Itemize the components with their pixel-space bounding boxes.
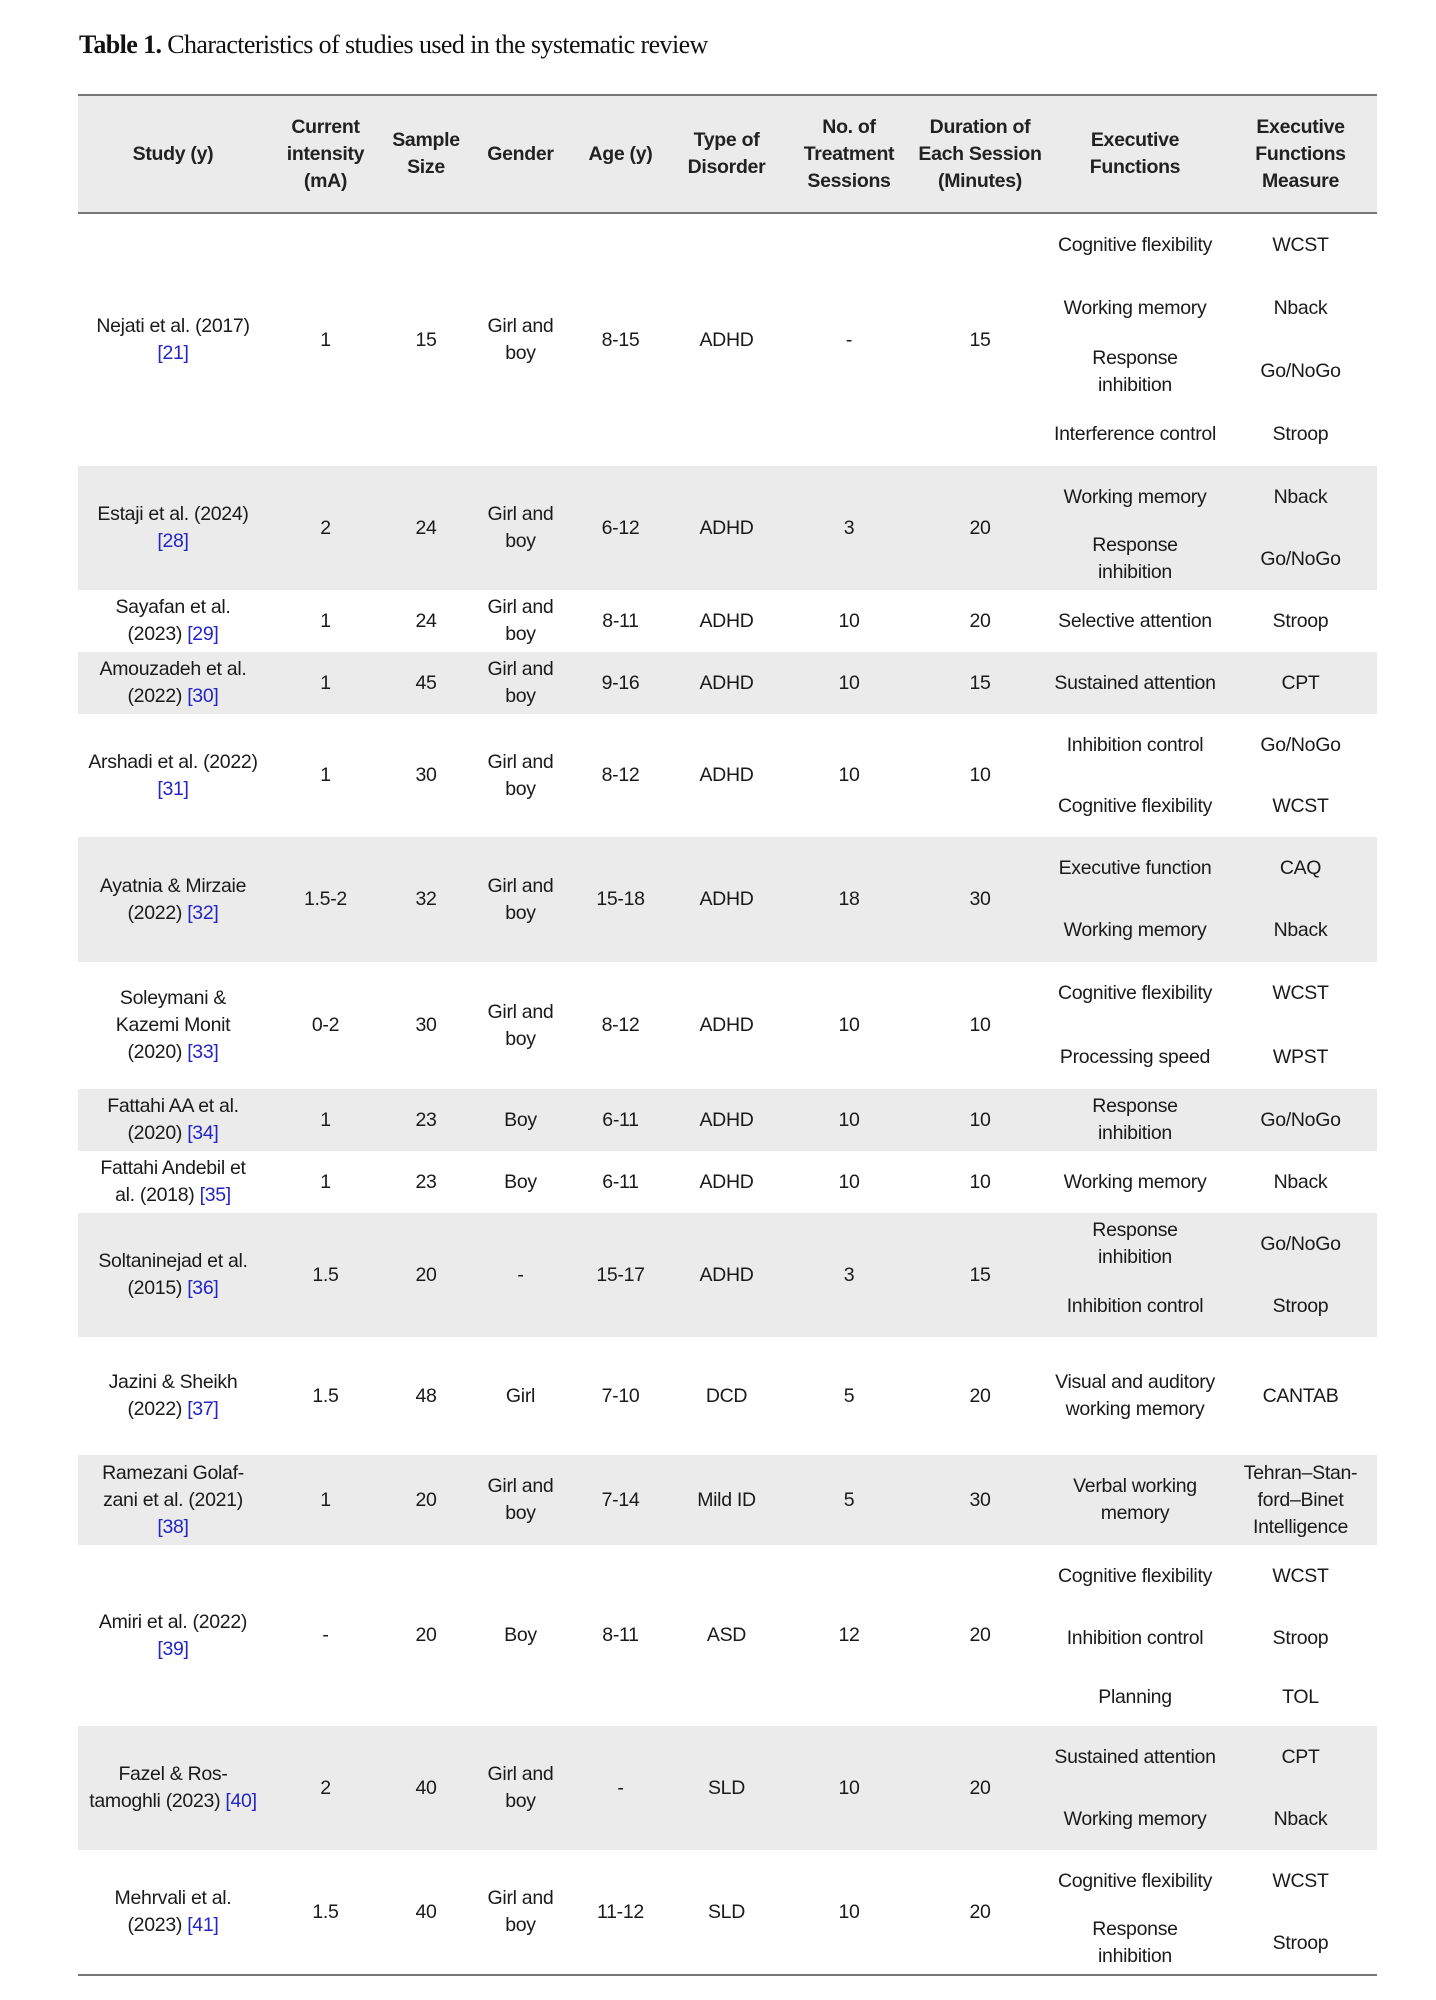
cell-gender: Girl and boy: [487, 1475, 554, 1524]
cell-measure: Go/NoGo: [1260, 547, 1341, 570]
cell-current-intensity: 1.5-2: [304, 888, 347, 910]
cell-duration: 30: [969, 1488, 991, 1511]
cell-measure: Nback: [1273, 297, 1328, 319]
cell-current-intensity: 1: [320, 609, 331, 632]
cell-disorder: ADHD: [699, 764, 754, 786]
table-row: [78, 837, 1377, 962]
cell-sessions: -: [845, 328, 853, 351]
table-row: [78, 1337, 1377, 1455]
cell-disorder: ADHD: [699, 1108, 754, 1131]
cell-gender: Girl and boy: [487, 1763, 554, 1812]
cell-gender: Boy: [504, 1170, 537, 1193]
cell-measure: Nback: [1273, 485, 1328, 508]
table-row: [78, 1850, 1377, 1974]
reference-link[interactable]: [39]: [157, 1637, 189, 1660]
table-row: [78, 1726, 1377, 1850]
cell-age: 8-12: [601, 1014, 640, 1036]
cell-disorder: SLD: [707, 1776, 746, 1799]
cell-study: [78, 590, 268, 652]
reference-link[interactable]: [36]: [187, 1277, 219, 1299]
cell-measure: Nback: [1273, 919, 1328, 941]
cell-study: [78, 962, 268, 1089]
cell-gender: -: [517, 1263, 524, 1286]
cell-executive-function: Cognitive flexibility: [1057, 1564, 1213, 1587]
table-caption: [79, 30, 708, 60]
cell-study: [78, 466, 268, 590]
cell-sessions: 3: [843, 516, 855, 539]
reference-link[interactable]: [28]: [157, 530, 189, 552]
cell-measure: Nback: [1273, 1807, 1328, 1830]
cell-current-intensity: 1: [320, 328, 331, 351]
cell-sessions: 10: [838, 1014, 860, 1036]
cell-sessions: 10: [838, 609, 860, 632]
cell-age: 8-12: [601, 764, 640, 786]
cell-measure: WCST: [1272, 795, 1329, 817]
table-label: Table 1.: [79, 30, 162, 59]
table-row: [78, 1455, 1377, 1545]
cell-executive-function: Working memory: [1063, 485, 1207, 508]
cell-duration: 10: [969, 1170, 991, 1193]
cell-measure: CAQ: [1279, 856, 1322, 879]
cell-gender: Girl and boy: [487, 596, 554, 645]
cell-measure: Stroop: [1272, 1626, 1329, 1649]
table-row: [78, 590, 1377, 652]
cell-current-intensity: 1: [320, 764, 331, 786]
cell-measure: WCST: [1272, 1869, 1329, 1892]
cell-sessions: 3: [843, 1263, 855, 1286]
cell-gender: Girl: [505, 1384, 536, 1407]
col-header-duration: Duration of Each Session (Minutes): [918, 115, 1042, 192]
cell-sample-size: 32: [415, 888, 437, 910]
cell-sessions: 5: [843, 1384, 855, 1407]
cell-sample-size: 23: [415, 1170, 437, 1193]
cell-executive-function: Response inhibition: [1092, 1219, 1178, 1268]
cell-sample-size: 40: [415, 1900, 437, 1923]
cell-study: [78, 214, 268, 466]
cell-measure: Stroop: [1272, 1931, 1329, 1954]
reference-link[interactable]: [41]: [187, 1914, 219, 1936]
cell-study: [78, 1726, 268, 1850]
cell-disorder: ADHD: [699, 328, 754, 351]
cell-sample-size: 20: [415, 1263, 437, 1286]
cell-sample-size: 24: [415, 609, 437, 632]
cell-duration: 20: [969, 1384, 991, 1407]
cell-executive-function: Cognitive flexibility: [1057, 982, 1213, 1004]
cell-age: 7-14: [601, 1488, 640, 1511]
table-row: [78, 1151, 1377, 1213]
cell-study: [78, 714, 268, 837]
col-header-executive-functions: Executive Functions: [1089, 129, 1181, 178]
study-name: Arshadi et al. (2022): [88, 750, 258, 773]
cell-executive-function: Response inhibition: [1092, 1918, 1178, 1967]
cell-gender: Girl and boy: [487, 315, 554, 364]
cell-executive-function: Executive function: [1058, 856, 1212, 879]
cell-sessions: 18: [838, 888, 860, 910]
cell-age: 11-12: [597, 1900, 644, 1923]
cell-sample-size: 20: [415, 1624, 437, 1646]
study-name: Ayatnia & Mirzaie (2022): [99, 874, 247, 924]
cell-duration: 20: [969, 1624, 991, 1646]
table-row: [78, 652, 1377, 714]
cell-measure: Go/NoGo: [1260, 733, 1341, 756]
cell-executive-function: Sustained attention: [1054, 1745, 1216, 1768]
cell-age: 15-17: [596, 1263, 645, 1286]
cell-measure: Nback: [1273, 1170, 1328, 1193]
cell-age: -: [617, 1776, 624, 1799]
cell-executive-function: Inhibition control: [1066, 1294, 1204, 1317]
col-header-age: Age (y): [588, 142, 653, 165]
cell-executive-function: Selective attention: [1058, 609, 1212, 632]
cell-current-intensity: -: [322, 1624, 329, 1646]
cell-current-intensity: 2: [320, 1776, 331, 1799]
reference-link[interactable]: [34]: [187, 1122, 219, 1144]
cell-age: 7-10: [601, 1384, 640, 1407]
reference-link[interactable]: [29]: [187, 623, 219, 645]
cell-executive-function: Response inhibition: [1092, 534, 1178, 583]
cell-sample-size: 40: [415, 1776, 437, 1799]
cell-disorder: ADHD: [699, 671, 754, 694]
cell-age: 8-11: [602, 609, 639, 632]
cell-gender: Girl and boy: [487, 750, 554, 800]
cell-gender: Boy: [504, 1108, 537, 1131]
cell-executive-function: Working memory: [1063, 1807, 1207, 1830]
reference-link[interactable]: [33]: [187, 1041, 219, 1063]
cell-duration: 15: [969, 1263, 991, 1286]
cell-duration: 20: [969, 516, 991, 539]
cell-disorder: ADHD: [699, 1170, 754, 1193]
cell-executive-function: Cognitive flexibility: [1057, 234, 1213, 256]
cell-disorder: ADHD: [699, 516, 754, 539]
cell-sessions: 10: [838, 1108, 860, 1131]
study-name: Soltaninejad et al. (2015): [98, 1250, 248, 1299]
col-header-current-intensity: Current intensity (mA): [286, 115, 365, 192]
cell-executive-function: Inhibition control: [1066, 1626, 1204, 1649]
cell-measure: Tehran–Stan-ford–Binet Intelligence: [1243, 1461, 1358, 1538]
cell-disorder: DCD: [705, 1384, 748, 1407]
reference-link[interactable]: [31]: [157, 777, 189, 800]
table-header: [78, 96, 1377, 214]
col-header-sample-size: Sample Size: [392, 129, 460, 178]
study-name: Amouzadeh et al. (2022): [99, 658, 247, 707]
table-row: [78, 962, 1377, 1089]
cell-current-intensity: 0-2: [311, 1014, 340, 1036]
cell-sessions: 10: [838, 1776, 860, 1799]
cell-age: 6-11: [602, 1170, 639, 1193]
cell-measure: WCST: [1272, 982, 1329, 1004]
cell-disorder: Mild ID: [697, 1488, 756, 1511]
cell-sessions: 10: [838, 764, 860, 786]
col-header-disorder: Type of Disorder: [687, 129, 766, 178]
cell-gender: Girl and boy: [487, 874, 554, 924]
cell-disorder: ADHD: [699, 1263, 754, 1286]
cell-executive-function: Visual and auditory working memory: [1055, 1371, 1215, 1420]
cell-measure: CPT: [1281, 1745, 1320, 1768]
cell-duration: 10: [969, 1108, 991, 1131]
study-name: Fattahi AA et al. (2020): [107, 1095, 239, 1144]
reference-link[interactable]: [21]: [157, 342, 189, 364]
cell-study: [78, 652, 268, 714]
cell-study: [78, 1455, 268, 1545]
cell-sessions: 5: [843, 1488, 855, 1511]
study-name: Sayafan et al. (2023): [115, 596, 231, 645]
reference-link[interactable]: [37]: [187, 1398, 219, 1420]
cell-study: [78, 1213, 268, 1337]
cell-current-intensity: 1.5: [312, 1900, 339, 1923]
study-name: Jazini & Sheikh (2022): [108, 1371, 238, 1420]
cell-measure: CANTAB: [1262, 1384, 1339, 1407]
col-header-measure: Executive Functions Measure: [1255, 115, 1346, 192]
cell-sample-size: 48: [415, 1384, 437, 1407]
cell-measure: Stroop: [1272, 423, 1329, 445]
cell-measure: TOL: [1282, 1686, 1319, 1708]
study-name: Amiri et al. (2022): [98, 1610, 248, 1633]
cell-study: [78, 1545, 268, 1726]
cell-current-intensity: 1: [320, 671, 331, 694]
cell-study: [78, 837, 268, 962]
cell-study: [78, 1089, 268, 1151]
cell-measure: CPT: [1281, 671, 1320, 694]
cell-sessions: 10: [838, 1900, 860, 1923]
cell-measure: Stroop: [1272, 609, 1329, 632]
table-row: [78, 1089, 1377, 1151]
cell-measure: WPST: [1272, 1045, 1329, 1068]
cell-current-intensity: 2: [320, 516, 331, 539]
cell-executive-function: Response inhibition: [1092, 1095, 1178, 1144]
reference-link[interactable]: [35]: [199, 1184, 231, 1206]
cell-disorder: ADHD: [699, 1014, 754, 1036]
cell-duration: 30: [969, 888, 991, 910]
cell-gender: Boy: [504, 1624, 537, 1646]
cell-duration: 20: [969, 1900, 991, 1923]
cell-measure: WCST: [1272, 1564, 1329, 1587]
cell-executive-function: Working memory: [1063, 297, 1207, 319]
cell-executive-function: Response inhibition: [1092, 346, 1178, 396]
cell-executive-function: Inhibition control: [1066, 733, 1204, 756]
cell-sessions: 12: [838, 1624, 860, 1646]
cell-executive-function: Working memory: [1063, 1170, 1207, 1193]
cell-duration: 20: [969, 1776, 991, 1799]
cell-gender: Girl and boy: [487, 1000, 554, 1050]
cell-sample-size: 15: [415, 328, 437, 351]
table-row: [78, 1213, 1377, 1337]
cell-executive-function: Planning: [1098, 1686, 1172, 1708]
cell-gender: Girl and boy: [487, 1887, 554, 1936]
cell-sample-size: 30: [415, 764, 437, 786]
study-name: Estaji et al. (2024): [97, 503, 249, 525]
study-name: Nejati et al. (2017): [96, 315, 250, 337]
cell-measure: Stroop: [1272, 1294, 1329, 1317]
cell-current-intensity: 1.5: [312, 1384, 339, 1407]
col-header-study: Study (y): [132, 142, 214, 165]
cell-executive-function: Cognitive flexibility: [1057, 1869, 1213, 1892]
cell-current-intensity: 1: [320, 1488, 331, 1511]
cell-duration: 15: [969, 671, 991, 694]
cell-current-intensity: 1.5: [312, 1263, 339, 1286]
cell-age: 8-15: [601, 328, 640, 351]
study-name: Fazel & Ros-tamoghli (2023): [89, 1763, 228, 1812]
cell-executive-function: Working memory: [1063, 919, 1207, 941]
cell-sessions: 10: [838, 671, 860, 694]
cell-measure: Go/NoGo: [1260, 1108, 1341, 1131]
cell-sessions: 10: [838, 1170, 860, 1193]
reference-link[interactable]: [40]: [225, 1790, 257, 1812]
cell-disorder: SLD: [707, 1900, 746, 1923]
cell-disorder: ASD: [706, 1624, 747, 1646]
cell-sample-size: 45: [415, 671, 437, 694]
cell-measure: Go/NoGo: [1260, 1232, 1341, 1255]
cell-study: [78, 1151, 268, 1213]
cell-disorder: ADHD: [699, 888, 754, 910]
cell-study: [78, 1337, 268, 1455]
cell-disorder: ADHD: [699, 609, 754, 632]
table-body: [78, 214, 1377, 1974]
cell-sample-size: 23: [415, 1108, 437, 1131]
cell-current-intensity: 1: [320, 1108, 331, 1131]
cell-executive-function: Sustained attention: [1054, 671, 1216, 694]
cell-gender: Girl and boy: [487, 503, 554, 552]
reference-link[interactable]: [30]: [187, 685, 219, 707]
cell-sample-size: 24: [415, 516, 437, 539]
cell-executive-function: Processing speed: [1059, 1045, 1211, 1068]
cell-executive-function: Interference control: [1054, 423, 1217, 445]
col-header-sessions: No. of Treatment Sessions: [803, 115, 895, 192]
cell-measure: Go/NoGo: [1260, 360, 1341, 382]
study-name: Mehrvali et al. (2023): [114, 1887, 232, 1936]
cell-study: [78, 1850, 268, 1974]
cell-sample-size: 20: [415, 1488, 437, 1511]
cell-age: 9-16: [601, 671, 640, 694]
col-header-gender: Gender: [487, 142, 554, 165]
study-name: Ramezani Golaf-zani et al. (2021): [102, 1461, 244, 1511]
cell-age: 6-11: [602, 1108, 639, 1131]
table-row: [78, 714, 1377, 837]
table-row: [78, 466, 1377, 590]
cell-age: 6-12: [601, 516, 640, 539]
cell-duration: 15: [969, 328, 991, 351]
cell-age: 8-11: [602, 1624, 639, 1646]
studies-table: [78, 94, 1377, 1976]
reference-link[interactable]: [38]: [157, 1515, 189, 1538]
table-row: [78, 1545, 1377, 1726]
cell-executive-function: Cognitive flexibility: [1057, 795, 1213, 817]
cell-gender: Girl and boy: [487, 658, 554, 707]
cell-executive-function: Verbal working memory: [1073, 1475, 1197, 1524]
table-title: Characteristics of studies used in the systematic review: [161, 30, 708, 59]
cell-age: 15-18: [596, 888, 645, 910]
cell-current-intensity: 1: [320, 1170, 331, 1193]
cell-duration: 10: [969, 764, 991, 786]
cell-sample-size: 30: [415, 1014, 437, 1036]
cell-measure: WCST: [1272, 234, 1329, 256]
cell-duration: 20: [969, 609, 991, 632]
study-name: Soleymani & Kazemi Monit (2020): [115, 987, 231, 1063]
table-row: [78, 214, 1377, 466]
cell-duration: 10: [969, 1014, 991, 1036]
study-name: Fattahi Andebil et al. (2018): [100, 1157, 246, 1206]
reference-link[interactable]: [32]: [187, 901, 219, 924]
